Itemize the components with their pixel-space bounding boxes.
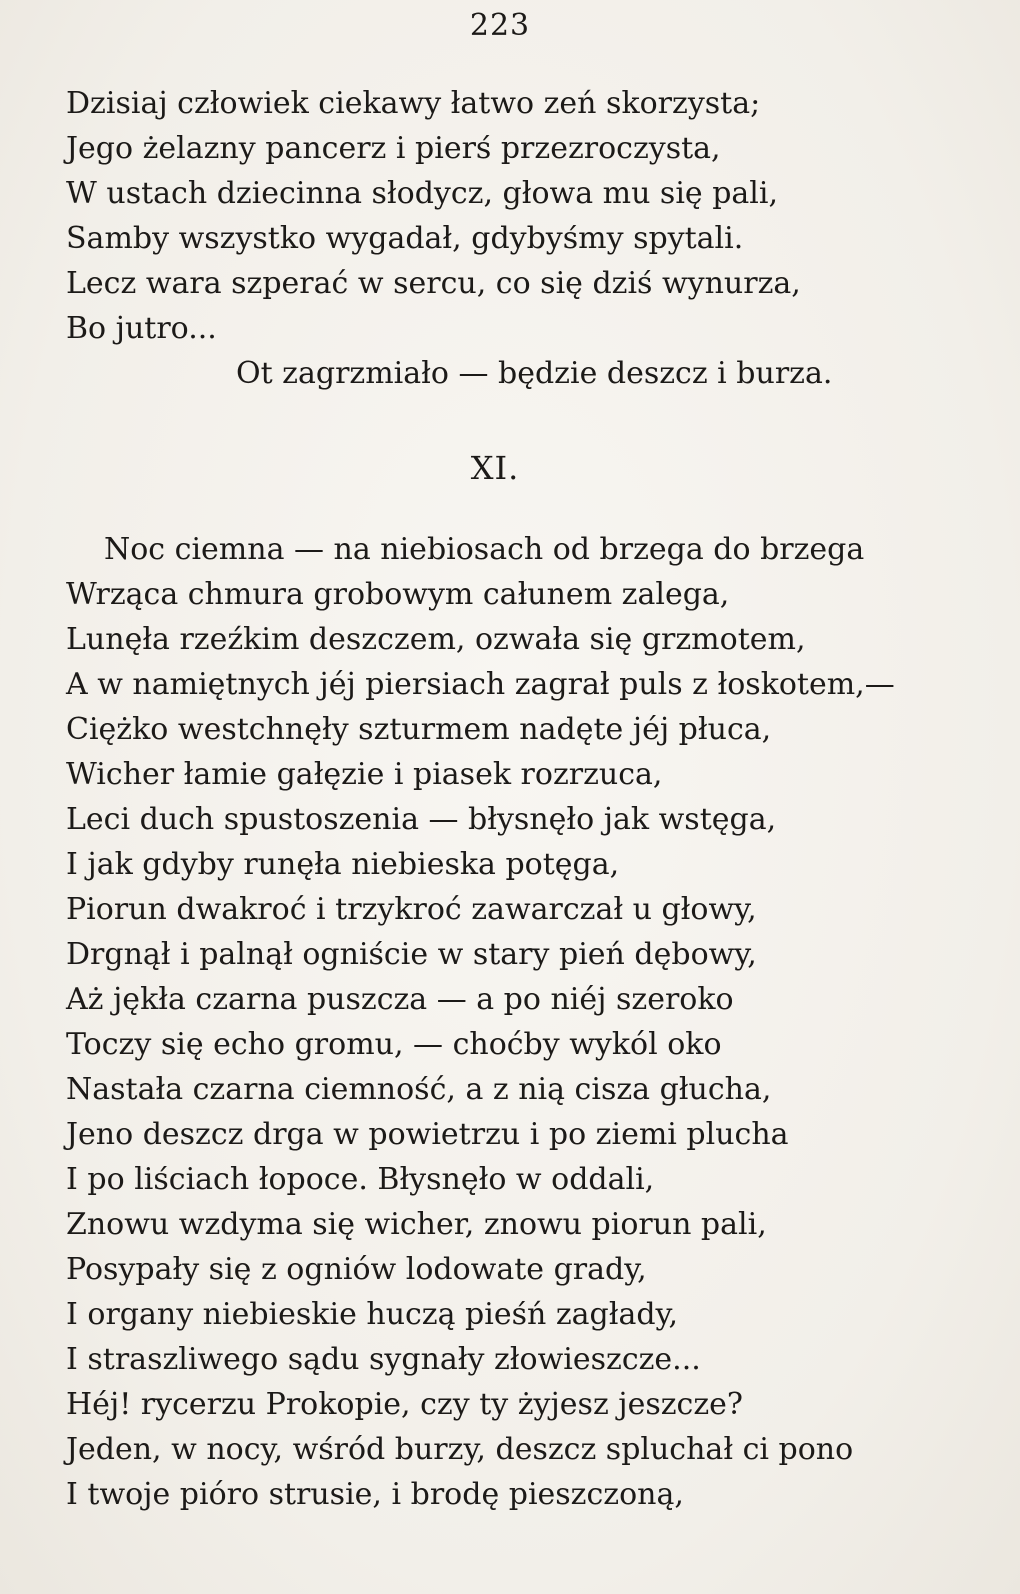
poem-line: W ustach dziecinna słodycz, głowa mu się pali, bbox=[66, 176, 779, 211]
poem-line: Lecz wara szperać w sercu, co się dziś wynurza, bbox=[66, 266, 801, 301]
stanza-bottom bbox=[66, 527, 895, 1517]
poem-line: Jego żelazny pancerz i pierś przezroczysta, bbox=[66, 131, 721, 166]
poem-line: Leci duch spustoszenia — błysnęło jak wstęga, bbox=[66, 802, 777, 837]
poem-line: I organy niebieskie huczą pieśń zagłady, bbox=[66, 1297, 679, 1332]
poem-line: Noc ciemna — na niebiosach od brzega do brzega bbox=[104, 532, 865, 567]
poem-line: I twoje pióro strusie, i brodę pieszczoną, bbox=[66, 1477, 684, 1512]
poem-line: Bo jutro... bbox=[66, 311, 217, 346]
poem-line: Jeno deszcz drga w powietrzu i po ziemi plucha bbox=[66, 1117, 789, 1152]
poem-line: Drgnął i palnął ogniście w stary pień dębowy, bbox=[66, 937, 757, 972]
poem-line: Nastała czarna ciemność, a z nią cisza głucha, bbox=[66, 1072, 772, 1107]
poem-line: I po liściach łopoce. Błysnęło w oddali, bbox=[66, 1162, 655, 1197]
poem-line: Samby wszystko wygadał, gdybyśmy spytali. bbox=[66, 221, 744, 256]
poem-line: Wrząca chmura grobowym całunem zalega, bbox=[66, 577, 730, 612]
poem-line: Wicher łamie gałęzie i piasek rozrzuca, bbox=[66, 757, 663, 792]
poem-line: Znowu wzdyma się wicher, znowu piorun pali, bbox=[66, 1207, 767, 1242]
stanza-top bbox=[66, 81, 832, 396]
poem-line: Aż jękła czarna puszcza — a po niéj szeroko bbox=[66, 982, 734, 1017]
poem-line: Lunęła rzeźkim deszczem, ozwała się grzmotem, bbox=[66, 622, 806, 657]
poem-line: I jak gdyby runęła niebieska potęga, bbox=[66, 847, 620, 882]
poem-line: Jeden, w nocy, wśród burzy, deszcz spluchał ci pono bbox=[66, 1432, 854, 1467]
poem-line: I straszliwego sądu sygnały złowieszcze... bbox=[66, 1342, 701, 1377]
section-heading: XI. bbox=[470, 449, 520, 487]
poem-line: Toczy się echo gromu, — choćby wykól oko bbox=[66, 1027, 722, 1062]
page-number: 223 bbox=[469, 8, 531, 43]
poem-line: Posypały się z ogniów lodowate grady, bbox=[66, 1252, 647, 1287]
poem-line: Piorun dwakroć i trzykroć zawarczał u głowy, bbox=[66, 892, 757, 927]
poem-line: A w namiętnych jéj piersiach zagrał puls z łoskotem,— bbox=[66, 667, 895, 702]
poem-line: Dzisiaj człowiek ciekawy łatwo zeń skorzysta; bbox=[66, 86, 761, 121]
poem-line: Héj! rycerzu Prokopie, czy ty żyjesz jeszcze? bbox=[66, 1387, 743, 1422]
poem-line: Ot zagrzmiało — będzie deszcz i burza. bbox=[236, 356, 833, 391]
poem-line: Ciężko westchnęły szturmem nadęte jéj płuca, bbox=[66, 712, 772, 747]
